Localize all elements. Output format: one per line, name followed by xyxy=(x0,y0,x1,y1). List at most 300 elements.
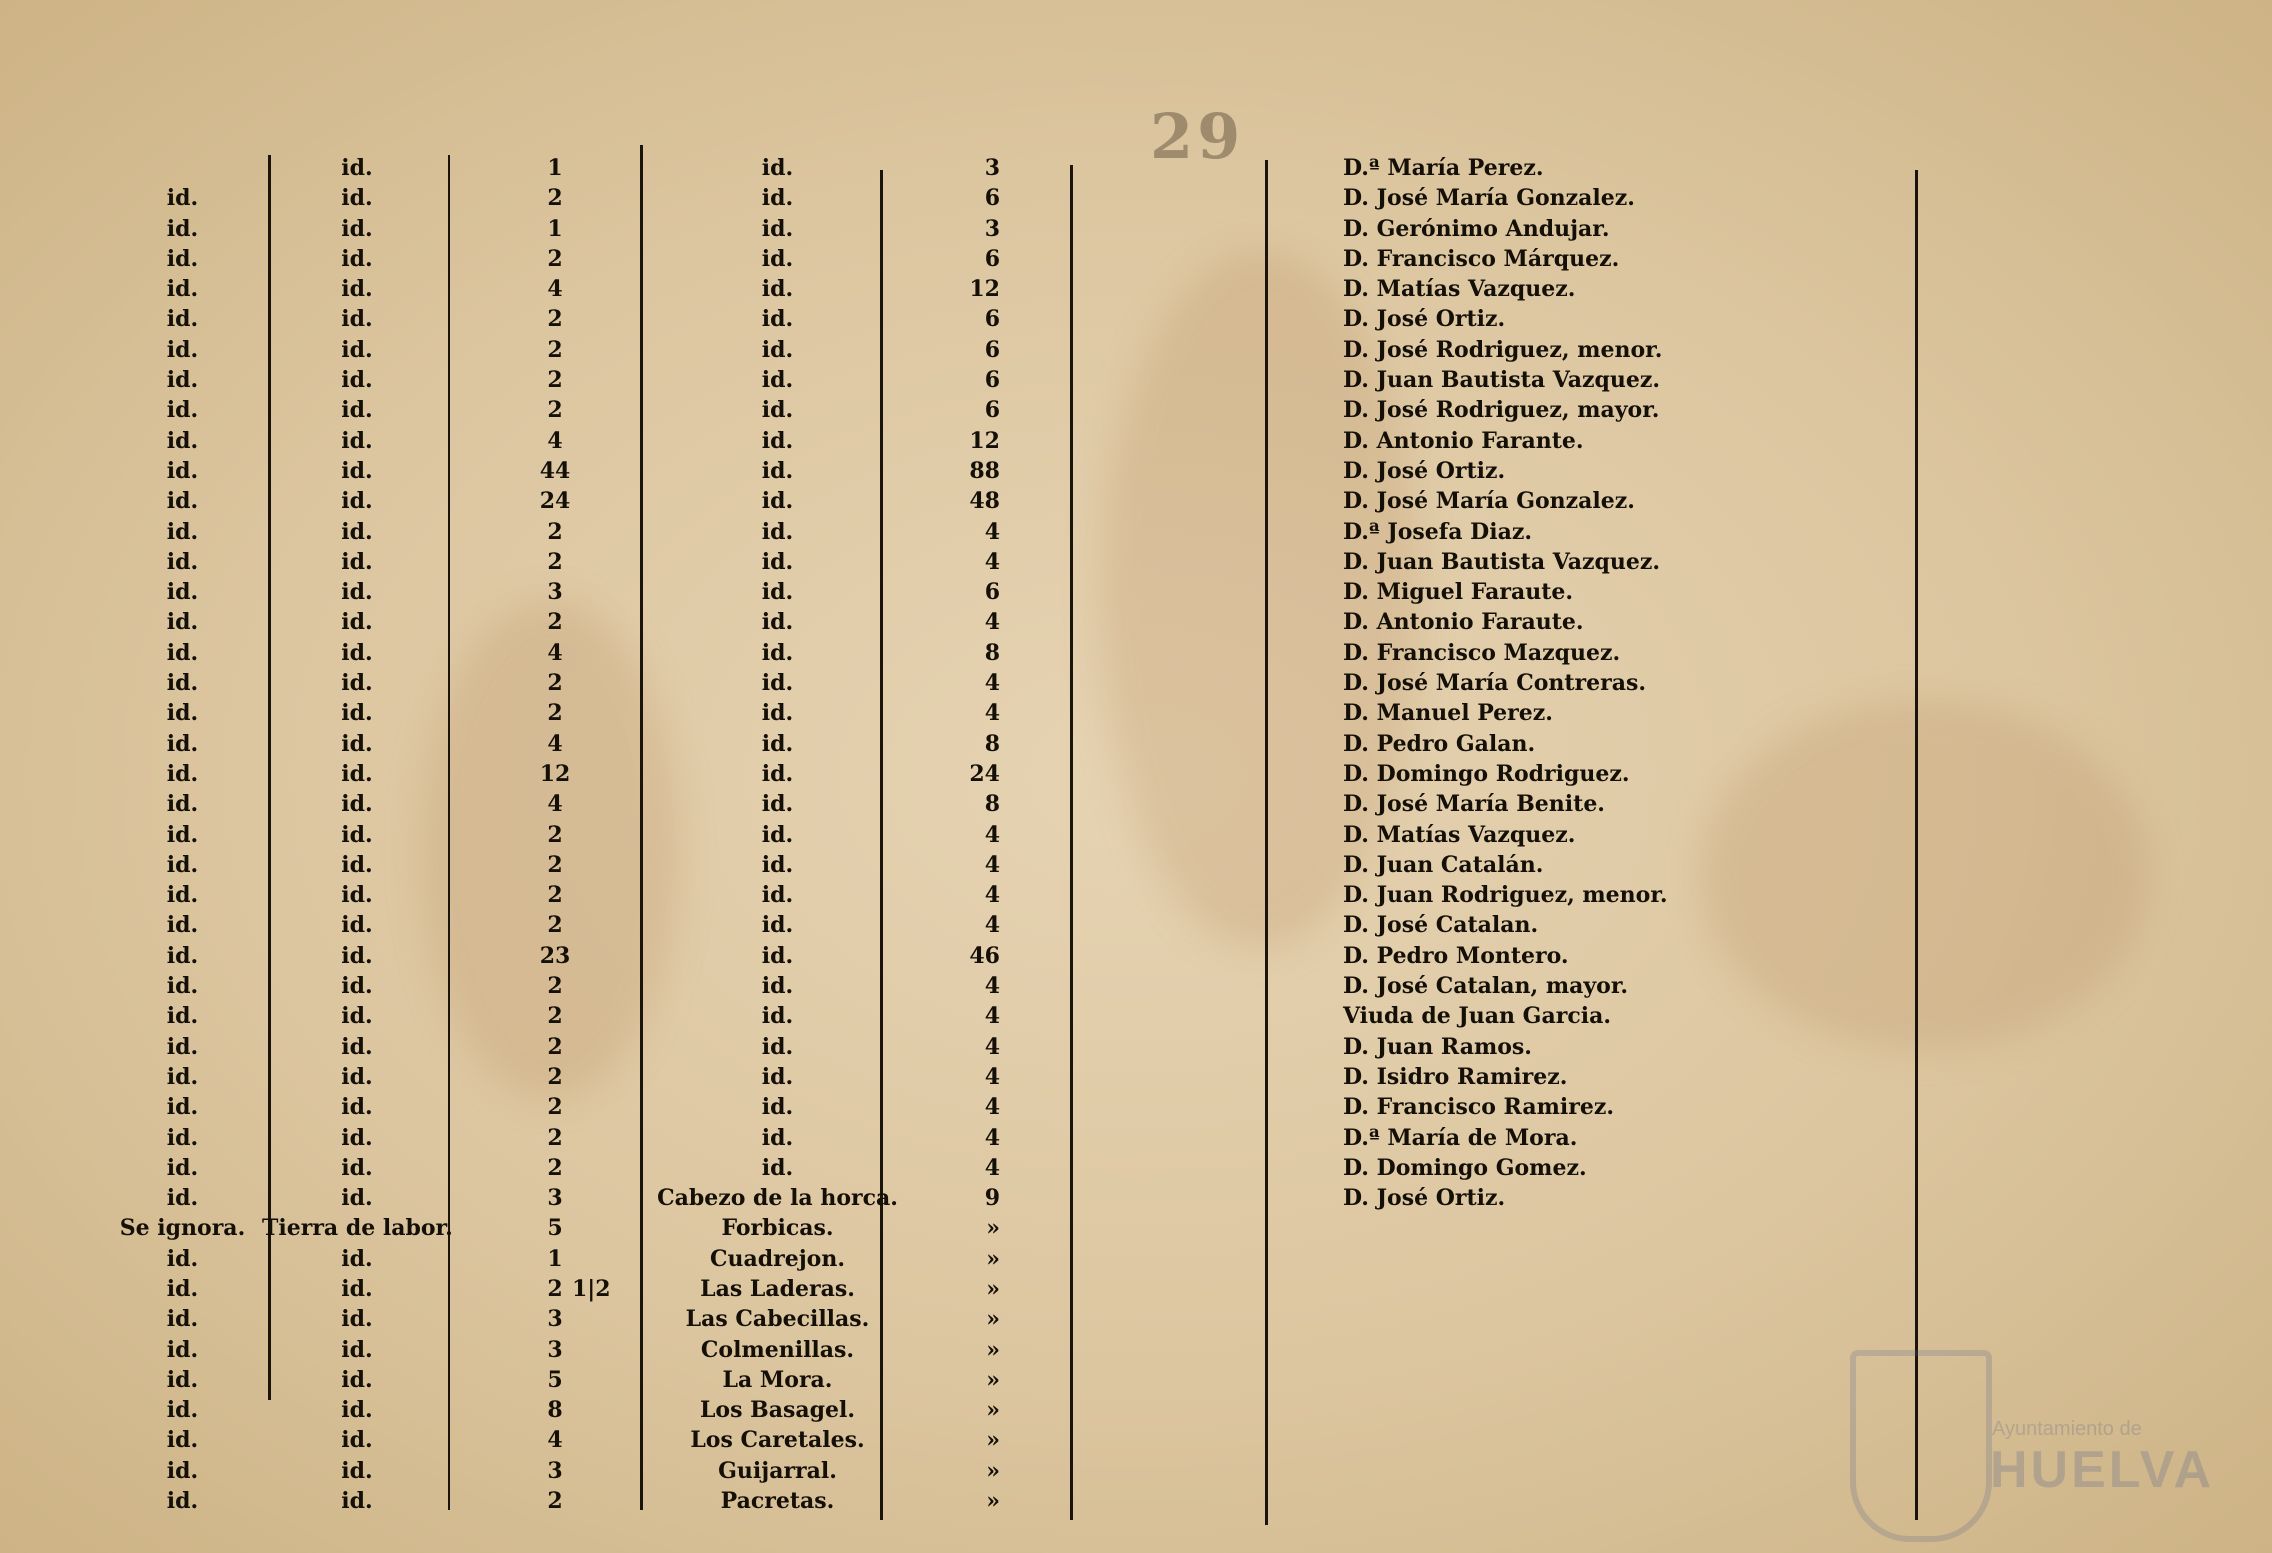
cell-quantity: 2 xyxy=(547,670,563,697)
cell-value: 6 xyxy=(984,336,1000,363)
cell-first-column: id. xyxy=(166,1306,199,1333)
cell-value: 4 xyxy=(984,1003,1000,1030)
cell-first-column: id. xyxy=(166,1003,199,1030)
cell-land-type: id. xyxy=(341,579,373,606)
cell-location: id. xyxy=(761,427,794,454)
table-row xyxy=(0,183,2272,213)
cell-location: id. xyxy=(761,548,794,575)
cell-location: Las Cabecillas. xyxy=(685,1306,870,1333)
cell-owner: D. Juan Rodriguez, menor. xyxy=(1343,882,1668,909)
cell-quantity: 2 xyxy=(547,973,563,1000)
cell-land-type: id. xyxy=(341,1427,373,1454)
cell-location: id. xyxy=(761,336,794,363)
cell-value: » xyxy=(986,1336,1000,1363)
cell-first-column: id. xyxy=(166,1427,199,1454)
table-row xyxy=(0,1244,2272,1274)
cell-location: id. xyxy=(761,245,794,272)
cell-land-type: id. xyxy=(341,1124,373,1151)
cell-first-column: id. xyxy=(166,427,199,454)
cell-location: La Mora. xyxy=(722,1366,833,1393)
cell-first-column: id. xyxy=(166,639,199,666)
cell-quantity: 12 xyxy=(539,760,571,787)
table-row xyxy=(0,971,2272,1001)
cell-first-column: id. xyxy=(166,973,199,1000)
cell-land-type: id. xyxy=(341,1003,373,1030)
table-row xyxy=(0,1304,2272,1334)
cell-owner: D. José María Contreras. xyxy=(1343,670,1647,697)
cell-first-column: id. xyxy=(166,185,199,212)
cell-value: » xyxy=(986,1457,1000,1484)
cell-value: 4 xyxy=(984,1094,1000,1121)
cell-land-type: id. xyxy=(341,306,373,333)
cell-location: id. xyxy=(761,639,794,666)
cell-land-type: id. xyxy=(341,427,373,454)
cell-land-type: id. xyxy=(341,942,373,969)
cell-quantity: 2 xyxy=(547,821,563,848)
table-row xyxy=(0,395,2272,425)
watermark-name: HUELVA xyxy=(1990,1441,2215,1499)
cell-quantity: 44 xyxy=(539,457,571,484)
cell-value: 6 xyxy=(984,185,1000,212)
table-row xyxy=(0,214,2272,244)
cell-location: id. xyxy=(761,518,794,545)
cell-first-column: id. xyxy=(166,579,199,606)
cell-value: 9 xyxy=(984,1185,1000,1212)
cell-location: id. xyxy=(761,215,794,242)
table-row xyxy=(0,486,2272,516)
cell-value: 4 xyxy=(984,609,1000,636)
page-number: 29 xyxy=(1150,100,1245,173)
cell-quantity: 2 xyxy=(547,397,563,424)
cell-land-type: id. xyxy=(341,1094,373,1121)
cell-owner: D. Miguel Faraute. xyxy=(1343,579,1574,606)
cell-quantity: 2 xyxy=(547,306,563,333)
cell-first-column: id. xyxy=(166,336,199,363)
cell-quantity: 1 xyxy=(547,155,563,181)
cell-owner: D. Antonio Farante. xyxy=(1343,427,1584,454)
cell-value: 6 xyxy=(984,245,1000,272)
cell-value: » xyxy=(986,1427,1000,1454)
cell-value: 4 xyxy=(984,1124,1000,1151)
cell-quantity: 2 xyxy=(547,367,563,394)
cell-location: Guijarral. xyxy=(718,1457,837,1484)
cell-owner: D. Antonio Faraute. xyxy=(1343,609,1584,636)
cell-quantity: 8 xyxy=(547,1397,563,1424)
cell-location: Los Basagel. xyxy=(699,1397,856,1424)
cell-value: 6 xyxy=(984,579,1000,606)
cell-value: » xyxy=(986,1275,1000,1302)
cell-value: 4 xyxy=(984,1154,1000,1181)
cell-quantity-fraction: 1|2 xyxy=(572,1275,611,1302)
table-row xyxy=(0,850,2272,880)
table-row xyxy=(0,244,2272,274)
cell-quantity: 3 xyxy=(547,1185,563,1212)
cell-first-column: id. xyxy=(166,942,199,969)
table-row xyxy=(0,729,2272,759)
cell-quantity: 3 xyxy=(547,1306,563,1333)
cell-location: Cuadrejon. xyxy=(709,1245,846,1272)
table-row xyxy=(0,547,2272,577)
cell-owner: D. Manuel Perez. xyxy=(1343,700,1553,727)
table-row xyxy=(0,698,2272,728)
cell-quantity: 2 xyxy=(547,1063,563,1090)
cell-quantity: 2 xyxy=(547,1154,563,1181)
cell-land-type: id. xyxy=(341,518,373,545)
cell-land-type: id. xyxy=(341,1154,373,1181)
cell-land-type: id. xyxy=(341,670,373,697)
cell-land-type: id. xyxy=(341,1457,373,1484)
cell-first-column: id. xyxy=(166,821,199,848)
cell-owner: D. Gerónimo Andujar. xyxy=(1343,215,1610,242)
cell-owner: Viuda de Juan Garcia. xyxy=(1343,1003,1611,1030)
cell-quantity: 2 xyxy=(547,1275,563,1302)
cell-quantity: 2 xyxy=(547,851,563,878)
cell-land-type: id. xyxy=(341,1366,373,1393)
cell-value: 6 xyxy=(984,397,1000,424)
cell-land-type: id. xyxy=(341,276,373,303)
cell-location: id. xyxy=(761,851,794,878)
cell-value: » xyxy=(986,1306,1000,1333)
cell-land-type: id. xyxy=(341,912,373,939)
cell-quantity: 5 xyxy=(547,1215,563,1242)
cell-value: 24 xyxy=(969,760,1000,787)
cell-location: id. xyxy=(761,973,794,1000)
table-row xyxy=(0,274,2272,304)
cell-first-column: id. xyxy=(166,276,199,303)
cell-owner: D. Matías Vazquez. xyxy=(1343,276,1576,303)
cell-first-column: id. xyxy=(166,1245,199,1272)
cell-quantity: 3 xyxy=(547,1336,563,1363)
cell-owner: D. José Rodriguez, mayor. xyxy=(1343,397,1660,424)
cell-location: id. xyxy=(761,700,794,727)
cell-location: id. xyxy=(761,760,794,787)
cell-first-column: id. xyxy=(166,882,199,909)
cell-value: 6 xyxy=(984,367,1000,394)
cell-location: Los Caretales. xyxy=(690,1427,865,1454)
cell-land-type: id. xyxy=(341,245,373,272)
cell-location: id. xyxy=(761,730,794,757)
cell-owner: D. Juan Bautista Vazquez. xyxy=(1343,367,1661,394)
cell-first-column: id. xyxy=(166,1336,199,1363)
cell-first-column: id. xyxy=(166,1185,199,1212)
cell-value: 4 xyxy=(984,1063,1000,1090)
table-row xyxy=(0,1153,2272,1183)
cell-first-column: id. xyxy=(166,700,199,727)
cell-land-type: id. xyxy=(341,882,373,909)
cell-quantity: 2 xyxy=(547,548,563,575)
cell-value: 8 xyxy=(984,639,1000,666)
cell-quantity: 2 xyxy=(547,185,563,212)
cell-owner: D. José María Gonzalez. xyxy=(1343,488,1635,515)
cell-value: 4 xyxy=(984,548,1000,575)
cell-quantity: 4 xyxy=(547,1427,563,1454)
cell-land-type: id. xyxy=(341,1033,373,1060)
cell-land-type: id. xyxy=(341,1488,373,1515)
cell-location: id. xyxy=(761,791,794,818)
cell-first-column: id. xyxy=(166,457,199,484)
cell-location: id. xyxy=(761,367,794,394)
cell-value: » xyxy=(986,1215,1000,1242)
table-row xyxy=(0,1183,2272,1213)
cell-location: Cabezo de la horca. xyxy=(657,1185,898,1212)
cell-first-column: id. xyxy=(166,367,199,394)
cell-owner: D.ª María Perez. xyxy=(1343,155,1544,181)
cell-land-type: id. xyxy=(341,185,373,212)
table-row xyxy=(0,335,2272,365)
cell-quantity: 4 xyxy=(547,639,563,666)
table-row xyxy=(0,577,2272,607)
cell-owner: D. José María Gonzalez. xyxy=(1343,185,1635,212)
table-row xyxy=(0,607,2272,637)
cell-quantity: 1 xyxy=(547,215,563,242)
cell-quantity: 2 xyxy=(547,912,563,939)
watermark-subtitle: Ayuntamiento de xyxy=(1992,1418,2142,1440)
cell-quantity: 3 xyxy=(547,579,563,606)
cell-land-type: id. xyxy=(341,639,373,666)
cell-land-type: id. xyxy=(341,609,373,636)
cell-value: » xyxy=(986,1397,1000,1424)
cell-value: 4 xyxy=(984,1033,1000,1060)
cell-quantity: 2 xyxy=(547,1488,563,1515)
cell-location: id. xyxy=(761,579,794,606)
cell-owner: D. José Catalan, mayor. xyxy=(1343,973,1629,1000)
cell-first-column: id. xyxy=(166,488,199,515)
cell-quantity: 2 xyxy=(547,1124,563,1151)
cell-location: Pacretas. xyxy=(720,1488,835,1515)
cell-land-type: id. xyxy=(341,336,373,363)
cell-value: 12 xyxy=(969,427,1000,454)
cell-value: 88 xyxy=(969,457,1000,484)
cell-land-type: id. xyxy=(341,488,373,515)
cell-value: 4 xyxy=(984,973,1000,1000)
cell-value: 6 xyxy=(984,306,1000,333)
cell-first-column: id. xyxy=(166,1033,199,1060)
cell-land-type: id. xyxy=(341,367,373,394)
cell-owner: D. Matías Vazquez. xyxy=(1343,821,1576,848)
cell-value: 8 xyxy=(984,730,1000,757)
table-row xyxy=(0,820,2272,850)
cell-quantity: 2 xyxy=(547,609,563,636)
cell-value: 3 xyxy=(984,215,1000,242)
cell-first-column: id. xyxy=(166,1124,199,1151)
cell-land-type: id. xyxy=(341,760,373,787)
cell-owner: D. José Rodriguez, menor. xyxy=(1343,336,1663,363)
cell-owner: D. Isidro Ramirez. xyxy=(1343,1063,1568,1090)
cell-first-column: id. xyxy=(166,851,199,878)
table-row xyxy=(0,517,2272,547)
cell-value: 12 xyxy=(969,276,1000,303)
cell-quantity: 2 xyxy=(547,1003,563,1030)
cell-quantity: 2 xyxy=(547,245,563,272)
cell-value: 46 xyxy=(969,942,1000,969)
cell-value: » xyxy=(986,1366,1000,1393)
cell-owner: D. Francisco Ramirez. xyxy=(1343,1094,1614,1121)
cell-land-type: id. xyxy=(341,397,373,424)
cell-land-type: id. xyxy=(341,1336,373,1363)
cell-land-type: id. xyxy=(341,1245,373,1272)
cell-land-type: id. xyxy=(341,791,373,818)
table-row xyxy=(0,1274,2272,1304)
table-row xyxy=(0,365,2272,395)
cell-first-column: id. xyxy=(166,670,199,697)
cell-first-column: id. xyxy=(166,1063,199,1090)
cell-location: id. xyxy=(761,942,794,969)
table-row xyxy=(0,304,2272,334)
cell-first-column: id. xyxy=(166,1488,199,1515)
cell-location: id. xyxy=(761,1124,794,1151)
cell-owner: D. Pedro Montero. xyxy=(1343,942,1569,969)
cell-location: id. xyxy=(761,185,794,212)
cell-land-type: id. xyxy=(341,973,373,1000)
cell-land-type: id. xyxy=(341,155,373,181)
cell-quantity: 2 xyxy=(547,882,563,909)
table-row xyxy=(0,456,2272,486)
cell-first-column: id. xyxy=(166,1397,199,1424)
table-row xyxy=(0,1092,2272,1122)
cell-first-column: id. xyxy=(166,245,199,272)
cell-owner: D.ª Josefa Diaz. xyxy=(1343,518,1533,545)
cell-location: id. xyxy=(761,1003,794,1030)
cell-first-column: id. xyxy=(166,548,199,575)
cell-location: id. xyxy=(761,1063,794,1090)
cell-value: 4 xyxy=(984,851,1000,878)
cell-first-column: id. xyxy=(166,1154,199,1181)
table-row xyxy=(0,426,2272,456)
cell-owner: D. Domingo Gomez. xyxy=(1343,1154,1587,1181)
table-row xyxy=(0,1032,2272,1062)
table-row xyxy=(0,759,2272,789)
cell-owner: D. Francisco Márquez. xyxy=(1343,245,1620,272)
cell-value: 4 xyxy=(984,518,1000,545)
cell-value: 8 xyxy=(984,791,1000,818)
cell-location: id. xyxy=(761,670,794,697)
cell-location: id. xyxy=(761,1094,794,1121)
table-row xyxy=(0,1213,2272,1243)
cell-land-type: id. xyxy=(341,1275,373,1302)
cell-first-column: id. xyxy=(166,518,199,545)
cell-location: id. xyxy=(761,276,794,303)
cell-quantity: 23 xyxy=(539,942,571,969)
cell-location: Colmenillas. xyxy=(700,1336,855,1363)
table-row xyxy=(0,941,2272,971)
cell-first-column: id. xyxy=(166,1094,199,1121)
cell-value: 4 xyxy=(984,670,1000,697)
cell-owner: D. José Catalan. xyxy=(1343,912,1539,939)
cell-land-type: id. xyxy=(341,1185,373,1212)
cell-location: id. xyxy=(761,488,794,515)
ledger-table xyxy=(0,153,2272,1516)
cell-quantity: 24 xyxy=(539,488,571,515)
cell-owner: D. Juan Catalán. xyxy=(1343,851,1544,878)
municipal-seal-watermark xyxy=(1850,1350,1992,1542)
cell-owner: D. José Ortiz. xyxy=(1343,306,1506,333)
cell-owner: D. Domingo Rodriguez. xyxy=(1343,760,1630,787)
cell-quantity: 2 xyxy=(547,1033,563,1060)
cell-owner: D.ª María de Mora. xyxy=(1343,1124,1578,1151)
cell-owner: D. José Ortiz. xyxy=(1343,1185,1506,1212)
table-row xyxy=(0,1123,2272,1153)
cell-location: id. xyxy=(761,397,794,424)
cell-value: » xyxy=(986,1488,1000,1515)
cell-land-type: id. xyxy=(341,730,373,757)
table-row xyxy=(0,910,2272,940)
cell-owner: D. Francisco Mazquez. xyxy=(1343,639,1621,666)
cell-first-column: id. xyxy=(166,791,199,818)
cell-land-type: id. xyxy=(341,548,373,575)
cell-owner: D. José María Benite. xyxy=(1343,791,1605,818)
cell-first-column: Se ignora. xyxy=(119,1215,246,1242)
cell-land-type: id. xyxy=(341,1397,373,1424)
cell-location: id. xyxy=(761,306,794,333)
cell-owner: D. Juan Ramos. xyxy=(1343,1033,1532,1060)
cell-value: 4 xyxy=(984,821,1000,848)
cell-first-column: id. xyxy=(166,397,199,424)
cell-first-column: id. xyxy=(166,760,199,787)
cell-first-column: id. xyxy=(166,730,199,757)
cell-owner: D. Juan Bautista Vazquez. xyxy=(1343,548,1661,575)
cell-quantity: 4 xyxy=(547,730,563,757)
cell-quantity: 4 xyxy=(547,276,563,303)
cell-location: id. xyxy=(761,821,794,848)
cell-location: id. xyxy=(761,1033,794,1060)
table-row xyxy=(0,1062,2272,1092)
cell-quantity: 1 xyxy=(547,1245,563,1272)
cell-owner: D. José Ortiz. xyxy=(1343,457,1506,484)
cell-value: 4 xyxy=(984,700,1000,727)
cell-quantity: 2 xyxy=(547,336,563,363)
cell-first-column: id. xyxy=(166,609,199,636)
cell-owner: D. Pedro Galan. xyxy=(1343,730,1536,757)
cell-first-column: id. xyxy=(166,1457,199,1484)
cell-value: 48 xyxy=(969,488,1000,515)
cell-location: Las Laderas. xyxy=(700,1275,855,1302)
cell-quantity: 3 xyxy=(547,1457,563,1484)
cell-location: id. xyxy=(761,912,794,939)
cell-location: id. xyxy=(761,457,794,484)
table-row xyxy=(0,638,2272,668)
cell-value: » xyxy=(986,1245,1000,1272)
cell-first-column: id. xyxy=(166,912,199,939)
table-row xyxy=(0,153,2272,183)
table-row xyxy=(0,789,2272,819)
cell-first-column: id. xyxy=(166,1275,199,1302)
cell-location: id. xyxy=(761,155,794,181)
cell-land-type: id. xyxy=(341,457,373,484)
cell-first-column: id. xyxy=(166,215,199,242)
cell-quantity: 2 xyxy=(547,700,563,727)
cell-location: id. xyxy=(761,882,794,909)
cell-land-type: id. xyxy=(341,215,373,242)
cell-quantity: 2 xyxy=(547,518,563,545)
cell-first-column: id. xyxy=(166,1366,199,1393)
cell-quantity: 4 xyxy=(547,791,563,818)
table-row xyxy=(0,880,2272,910)
cell-quantity: 4 xyxy=(547,427,563,454)
cell-land-type: id. xyxy=(341,821,373,848)
table-row xyxy=(0,1001,2272,1031)
cell-location: id. xyxy=(761,1154,794,1181)
cell-location: Forbicas. xyxy=(721,1215,834,1242)
cell-land-type: id. xyxy=(341,1063,373,1090)
cell-quantity: 5 xyxy=(547,1366,563,1393)
cell-land-type: id. xyxy=(341,1306,373,1333)
cell-value: 3 xyxy=(984,155,1000,181)
cell-land-type: id. xyxy=(341,851,373,878)
table-row xyxy=(0,668,2272,698)
cell-land-type: id. xyxy=(341,700,373,727)
cell-value: 4 xyxy=(984,882,1000,909)
cell-value: 4 xyxy=(984,912,1000,939)
